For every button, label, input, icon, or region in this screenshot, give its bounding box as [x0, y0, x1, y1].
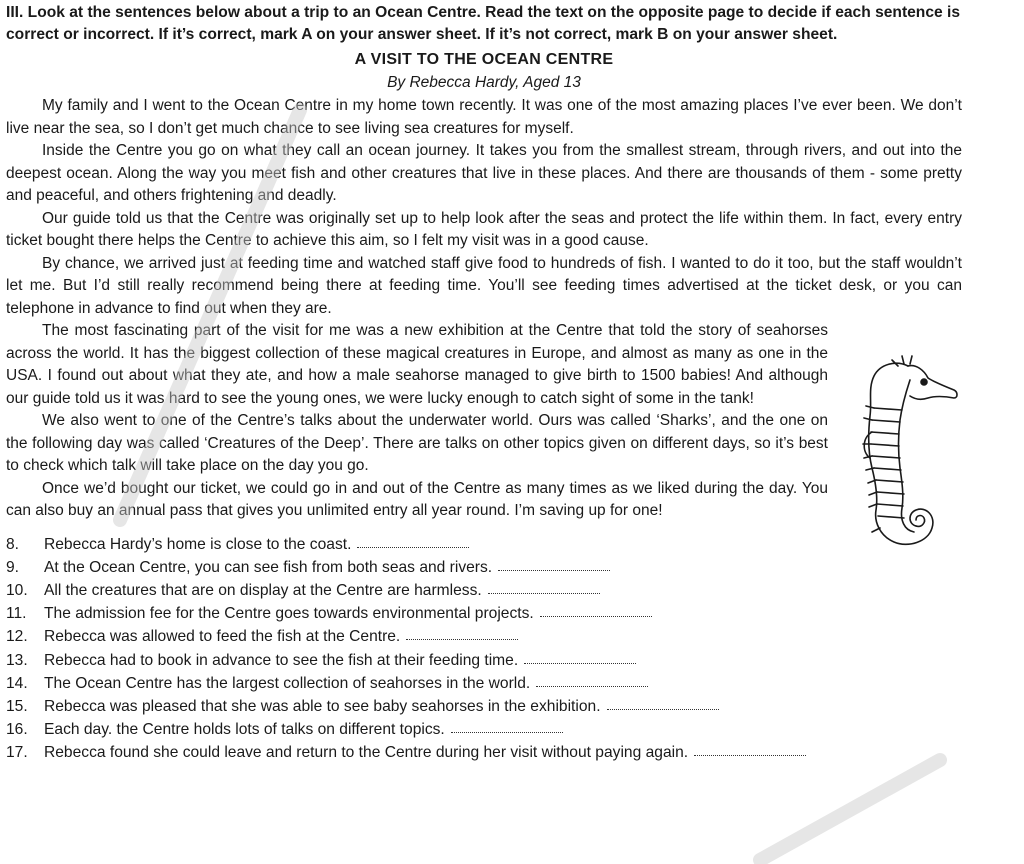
answer-blank[interactable]: [488, 579, 600, 594]
worksheet-page: [6, 0, 962, 780]
question-text: Rebecca was allowed to feed the fish at the Centre.: [44, 628, 401, 646]
question-number: 8.: [6, 535, 20, 553]
answer-blank[interactable]: [607, 695, 719, 710]
question-number: 13.: [6, 651, 28, 669]
question-text: The admission fee for the Centre goes towards environmental projects.: [44, 605, 534, 623]
seahorse-icon: [858, 352, 970, 562]
question-number: 15.: [6, 697, 28, 715]
answer-blank[interactable]: [451, 718, 563, 733]
article-paragraph: The most fascinating part of the visit for me was a new exhibition at the Centre that told the story of seahorses across the world. It has the biggest collection of these magical creatures in Europe, and almost as many as one in the USA. I found out about what they ate, and how a male seahorse managed to give birth to 1500 babies! And although our guide told us it was hard to see the young ones, we were lucky enough to catch sight of some in the tank!: [6, 322, 828, 407]
answer-blank[interactable]: [357, 533, 469, 548]
question-number: 14.: [6, 674, 28, 692]
question-item: [6, 556, 962, 579]
question-text: All the creatures that are on display at the Centre are harmless.: [44, 581, 482, 599]
article-body: [6, 95, 962, 523]
answer-blank[interactable]: [524, 649, 636, 664]
question-item: [6, 533, 962, 556]
question-number: 11.: [6, 605, 27, 623]
answer-blank[interactable]: [540, 602, 652, 617]
article-paragraph: Inside the Centre you go on what they call an ocean journey. It takes you from the smallest stream, through rivers, and out into the deepest ocean. Along the way you meet fish and other creatures that live in these places. And there are thousands of them - some pretty and peaceful, and others frightening and deadly.: [6, 142, 962, 204]
article-paragraph: By chance, we arrived just at feeding time and watched staff give food to hundreds of fish. I wanted to do it too, but the staff wouldn’t let me. But I’d still really recommend being there at feeding time. You’ll see feeding times advertised at the ticket desk, or you can telephone in advance to find out when they are.: [6, 254, 962, 317]
question-list: [6, 533, 962, 765]
article-paragraph: My family and I went to the Ocean Centre in my home town recently. It was one of the most amazing places I’ve ever been. We don’t live near the sea, so I don’t get much chance to see living sea creatures for myself.: [6, 97, 962, 137]
question-item: [6, 672, 962, 695]
question-item: [6, 602, 962, 625]
article-paragraph: Our guide told us that the Centre was originally set up to help look after the seas and protect the life within them. In fact, every entry ticket bought there helps the Centre to achieve this aim, so I felt my visit was in a good cause.: [6, 209, 962, 249]
question-number: 16.: [6, 721, 28, 739]
article-paragraph: We also went to one of the Centre’s talks about the underwater world. Ours was called ‘Sharks’, and the one on the following day was called ‘Creatures of the Deep’. There are talks on other topics given on different days, so it’s best to check which talk will take place on the day you go.: [6, 412, 828, 474]
answer-blank[interactable]: [406, 625, 518, 640]
question-text: The Ocean Centre has the largest collection of seahorses in the world.: [44, 674, 531, 692]
question-item: [6, 718, 962, 741]
question-item: [6, 579, 962, 602]
question-item: [6, 649, 962, 672]
answer-blank[interactable]: [498, 556, 610, 571]
article-byline: By Rebecca Hardy, Aged 13: [387, 74, 581, 91]
question-text: At the Ocean Centre, you can see fish from both seas and rivers.: [44, 558, 493, 576]
question-number: 17.: [6, 744, 28, 762]
exercise-instructions: III. Look at the sentences below about a trip to an Ocean Centre. Read the text on the opposite page to decide if each sentence is correct or incorrect. If it’s correct, mark A on your answer sheet. If it’s not correct, mark B on your answer sheet.: [6, 4, 961, 43]
question-text: Each day. the Centre holds lots of talks on different topics.: [44, 721, 445, 739]
question-item: [6, 741, 962, 764]
question-item: [6, 625, 962, 648]
question-text: Rebecca was pleased that she was able to see baby seahorses in the exhibition.: [44, 697, 601, 715]
question-number: 9.: [6, 558, 20, 576]
question-text: Rebecca found she could leave and return to the Centre during her visit without paying again.: [44, 744, 689, 762]
question-number: 10.: [6, 581, 28, 599]
question-text: Rebecca had to book in advance to see the fish at their feeding time.: [44, 651, 519, 669]
answer-blank[interactable]: [694, 741, 806, 756]
question-text: Rebecca Hardy’s home is close to the coast.: [44, 535, 352, 553]
question-number: 12.: [6, 628, 28, 646]
answer-blank[interactable]: [536, 672, 648, 687]
article-title: A VISIT TO THE OCEAN CENTRE: [354, 51, 614, 68]
question-item: [6, 695, 962, 718]
article-paragraph: Once we’d bought our ticket, we could go in and out of the Centre as many times as we liked during the day. You can also buy an annual pass that gives you unlimited entry all year round. I’m saving up for one!: [6, 479, 828, 519]
